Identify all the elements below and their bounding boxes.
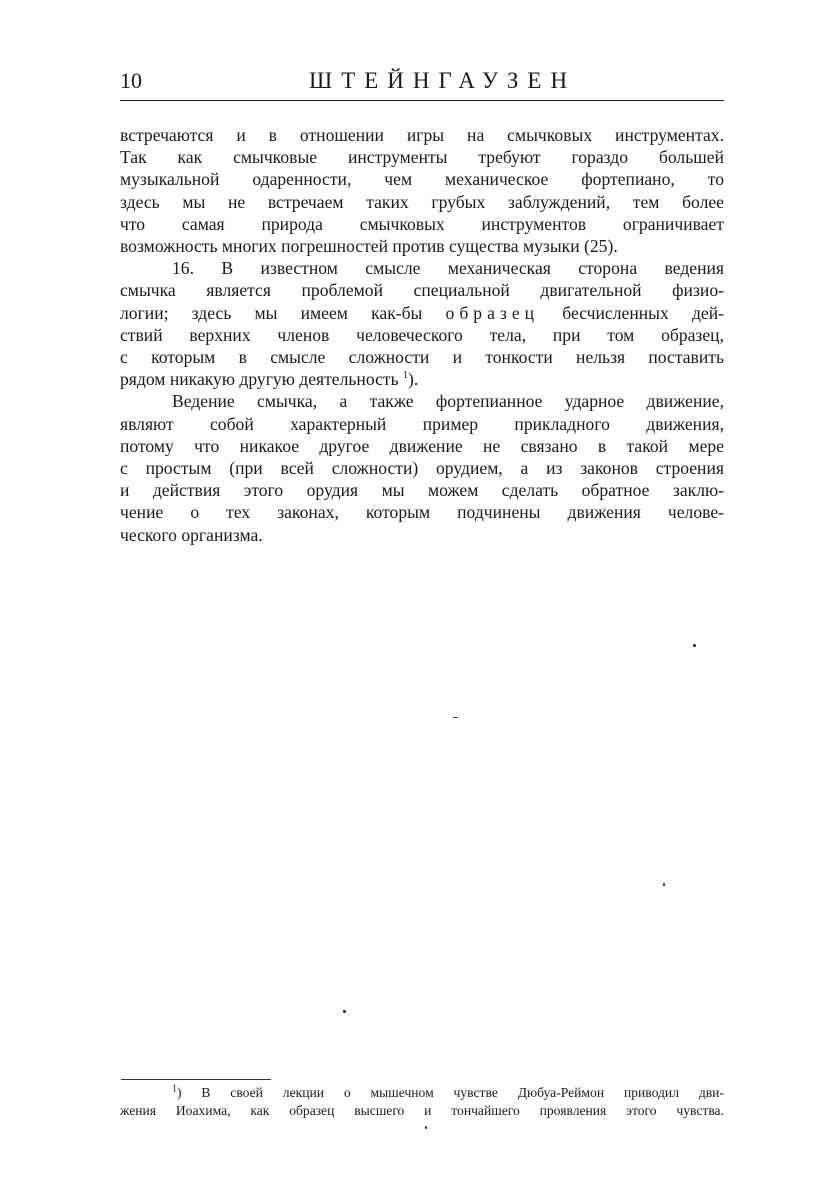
text-fragment: рядом никакую другую деятельность xyxy=(120,369,399,390)
emphasized-word: образец xyxy=(445,302,540,323)
text-line: встречаются и в отношении игры на смычковых инструментах. xyxy=(120,125,724,145)
text-line: Так как смычковые инструменты требуют гораздо большей xyxy=(120,147,724,168)
footnote-rule xyxy=(121,1079,271,1080)
footnote-line: жения Иоахима, как образец высшего и тончайшего проявления этого чувства. xyxy=(120,1103,724,1118)
running-head: ШТЕЙНГАУЗЕН xyxy=(309,68,577,93)
text-line xyxy=(120,368,724,390)
print-speck xyxy=(453,717,458,718)
footnote-reference[interactable]: 1 xyxy=(403,370,408,382)
text-line: музыкальной одаренности, чем механическое фортепиано, то xyxy=(120,169,724,190)
text-line: с простым (при всей сложности) орудием, а из законов строения xyxy=(120,458,724,479)
print-speck xyxy=(425,1126,427,1129)
text-fragment: логии; здесь мы имеем как-бы xyxy=(120,302,423,323)
text-line xyxy=(120,302,724,324)
footnote-line xyxy=(120,1084,724,1102)
text-line: здесь мы не встречаем таких грубых заблуждений, тем более xyxy=(120,191,724,212)
print-speck xyxy=(693,644,696,647)
footnote-text: ) В своей лекции о мышечном чувстве Дюбуа-Реймон приводил дви- xyxy=(177,1085,724,1100)
footnote xyxy=(120,1084,724,1120)
body-text xyxy=(120,124,724,546)
text-line: ческого организма. xyxy=(120,524,263,545)
text-line: ствий верхних членов человеческого тела, при том образец, xyxy=(120,324,724,345)
page-header xyxy=(120,66,724,101)
text-line: 16. В известном смысле механическая сторона ведения xyxy=(172,258,724,279)
print-speck xyxy=(663,883,665,886)
text-line: смычка является проблемой специальной двигательной физио- xyxy=(120,280,724,301)
text-fragment: бесчисленных дей- xyxy=(562,302,724,323)
text-line: что самая природа смычковых инструментов ограничивает xyxy=(120,213,724,234)
text-line: возможность многих погрешностей против существа музыки (25). xyxy=(120,236,618,257)
text-line: и действия этого орудия мы можем сделать обратное заклю- xyxy=(120,480,724,501)
page-number: 10 xyxy=(120,68,142,93)
footnote-marker: 1 xyxy=(172,1083,177,1095)
text-line: являют собой характерный пример прикладного движения, xyxy=(120,413,724,434)
text-line: чение о тех законах, которым подчинены движения челове- xyxy=(120,502,724,523)
text-line: Ведение смычка, а также фортепианное ударное движение, xyxy=(172,391,724,412)
print-speck xyxy=(343,1010,346,1013)
text-fragment: ). xyxy=(408,369,419,390)
text-line: с которым в смысле сложности и тонкости нельзя поставить xyxy=(120,347,724,368)
text-line: потому что никакое другое движение не связано в такой мере xyxy=(120,435,724,456)
